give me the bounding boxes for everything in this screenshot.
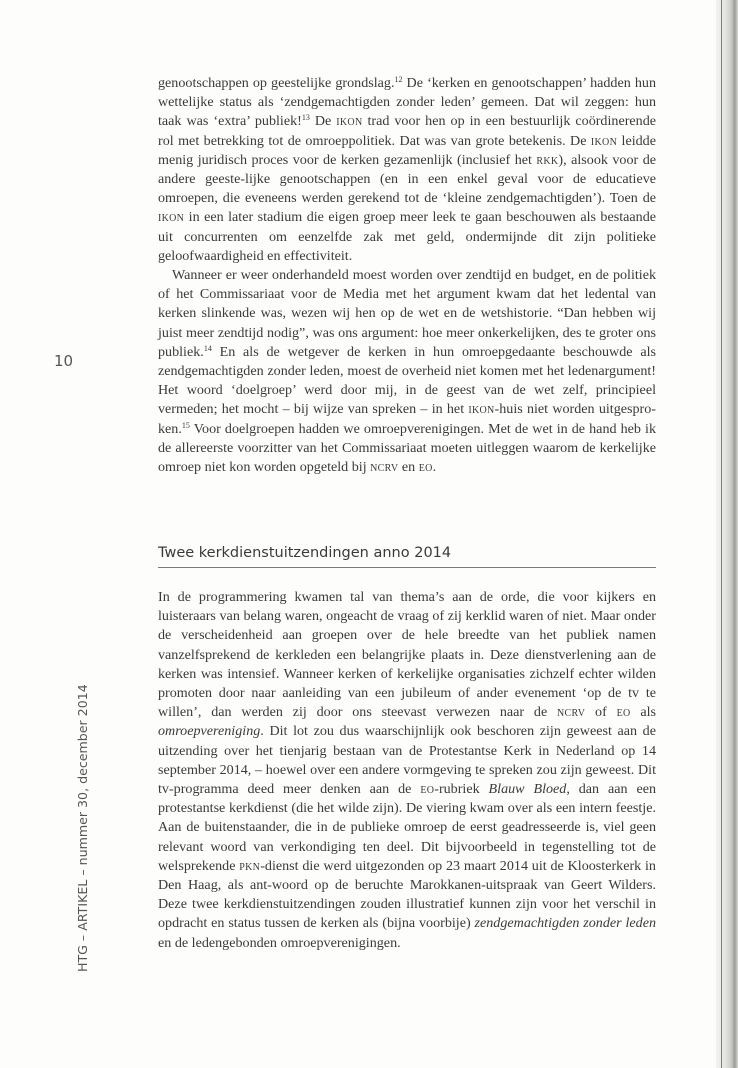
text-run: . xyxy=(432,459,437,476)
footnote-ref: 13 xyxy=(301,113,310,123)
text-run: -dienst die werd uitgezonden op 23 maart 2014 uit de Kloosterkerk in Den Haag, als ant-woord op de beruchte Marokkanen-uitspraak van Geert Wilders. Deze twee kerkdienstuitzendingen zouden illustratief kunnen zijn voor het verschil in opdracht en status tussen de kerken als (bijna voorbije) xyxy=(158,857,656,932)
acronym: ikon xyxy=(590,132,618,149)
italic-title: Blauw Bloed xyxy=(488,781,567,798)
acronym: eo xyxy=(616,704,631,721)
text-run: In de programmering kwamen tal van thema’s aan de orde, die voor kijkers en luisteraars van belang waren, ongeacht de vraag of zij kerklid waren of niet. Maar onder de verscheidenheid aan groepen over de hele breedte van het publiek namen vanzelfsprekend de kerkleden een belangrijke plaats in. Deze dienstverlening aan de kerken was intensief. Wanneer kerken of kerkelijke organisaties zichzelf echter wilden promoten door naar aanleiding van een jubileum of ander evenement ‘op de tv te willen’, dan werden zij door ons steevast verwezen naar de xyxy=(158,589,656,721)
acronym: ncrv xyxy=(557,704,586,721)
text-column-top xyxy=(158,74,656,477)
text-run: . Dit lot zou dus waarschijnlijk ook beschoren zijn geweest aan de uitzending over het tienjarig bestaan van de Protestantse Kerk in Nederland op 14 september 2014, – hoewel over een andere vormgeving te spreken zou zijn geweest. Dit tv-programma deed meer denken aan de xyxy=(158,723,656,798)
acronym: pkn xyxy=(239,857,261,874)
text-run: ), alsook voor de andere geeste-lijke genootschappen (en in een enkel geval voor de educatieve omroepen, die eveneens werden gerekend tot de ‘kleine zendgemachtigden’). Toen de xyxy=(158,151,656,207)
acronym: ikon xyxy=(468,401,495,418)
text-run: genootschappen op geestelijke grondslag. xyxy=(158,75,395,91)
footnote-ref: 12 xyxy=(394,75,403,84)
footnote-ref: 14 xyxy=(203,343,212,353)
binding-shadow xyxy=(716,0,738,1068)
footnote-ref: 15 xyxy=(181,420,190,430)
section-heading: Twee kerkdienstuitzendingen anno 2014 xyxy=(158,545,452,561)
heading-rule xyxy=(158,567,656,568)
text-run: , dan aan een protestantse kerkdienst (die het wilde zijn). De viering kwam over als een intern feestje. Aan de buitenstaander, die in de publieke omroep de eerst geadresseerde is, viel geen relevant woord van verkondiging ten deel. Dit bijvoorbeeld in tegenstelling tot de welsprekende xyxy=(158,781,657,874)
acronym: eo xyxy=(418,459,433,476)
italic-term: zendgemachtigden zonder leden xyxy=(474,915,657,932)
acronym: ncrv xyxy=(370,459,399,476)
text-column-bottom xyxy=(158,588,656,953)
acronym: rkk xyxy=(536,151,559,168)
binding-line xyxy=(721,0,722,1068)
text-run: en de ledengebonden omroepverenigingen. xyxy=(158,934,401,951)
text-run: of xyxy=(585,704,617,721)
acronym: ikon xyxy=(158,209,185,226)
acronym: eo xyxy=(420,781,435,798)
text-run: en xyxy=(398,459,419,476)
paragraph xyxy=(158,588,656,953)
text-run: trad voor hen op in een bestuurlijk coördinerende rol met betrekking tot de omroeppolitiek. Dat was van grote betekenis. De xyxy=(158,113,656,149)
italic-term: omroepvereniging xyxy=(158,723,261,740)
text-run: als xyxy=(630,704,656,721)
text-run: En als de wetgever de kerken in hun omroepgedaante beschouwde als zendgemachtigden zonder leden, moest de overheid niet komen met het ledenargument! Het woord ‘doelgroep’ werd door mij, in de geest van de wet zelf, principieel vermeden; het mocht – bij wijze van spreken – in het xyxy=(158,343,656,418)
text-run: De ‘kerken en genootschappen’ hadden hun wettelijke status als ‘zendgemachtigden zonder leden’ gemeen. Dat wil zeggen: hun taak was ‘extra’ publiek! xyxy=(158,75,656,130)
page-number: 10 xyxy=(54,352,74,370)
paragraph xyxy=(158,74,656,266)
text-run: Wanneer er weer onderhandeld moest worden over zendtijd en budget, en de politiek of het Commissariaat voor de Media met het argument kwam dat het ledental van kerken slinkende was, wezen wij hen op de wet en de wetshistorie. “Dan hebben wij juist meer zendtijd nodig”, was ons argument: hoe meer onkerkelijken, des te groter ons publiek. xyxy=(158,267,656,360)
running-head: HTG – ARTIKEL – nummer 30, december 2014 xyxy=(75,684,90,972)
acronym: ikon xyxy=(336,113,363,130)
text-run: in een later stadium die eigen groep meer leek te gaan beschouwen als bestaande uit concurrenten om eenzelfde zak met geld, ondermijnde dit zijn politieke geloofwaardigheid en effectiviteit. xyxy=(158,209,656,264)
text-run: leidde menig juridisch proces voor de kerken gezamenlijk (inclusief het xyxy=(158,132,656,168)
paragraph xyxy=(158,266,656,477)
text-run: De xyxy=(309,113,337,130)
text-run: Voor doelgroepen hadden we omroepverenigingen. Met de wet in de hand heb ik de allereerste voorzitter van het Commissariaat moeten uitleggen waarom de kerkelijke omroep niet kon worden opgeteld bij xyxy=(158,420,656,476)
text-run: -rubriek xyxy=(434,781,489,798)
text-run: -huis niet worden uitgespro-ken. xyxy=(158,401,656,437)
